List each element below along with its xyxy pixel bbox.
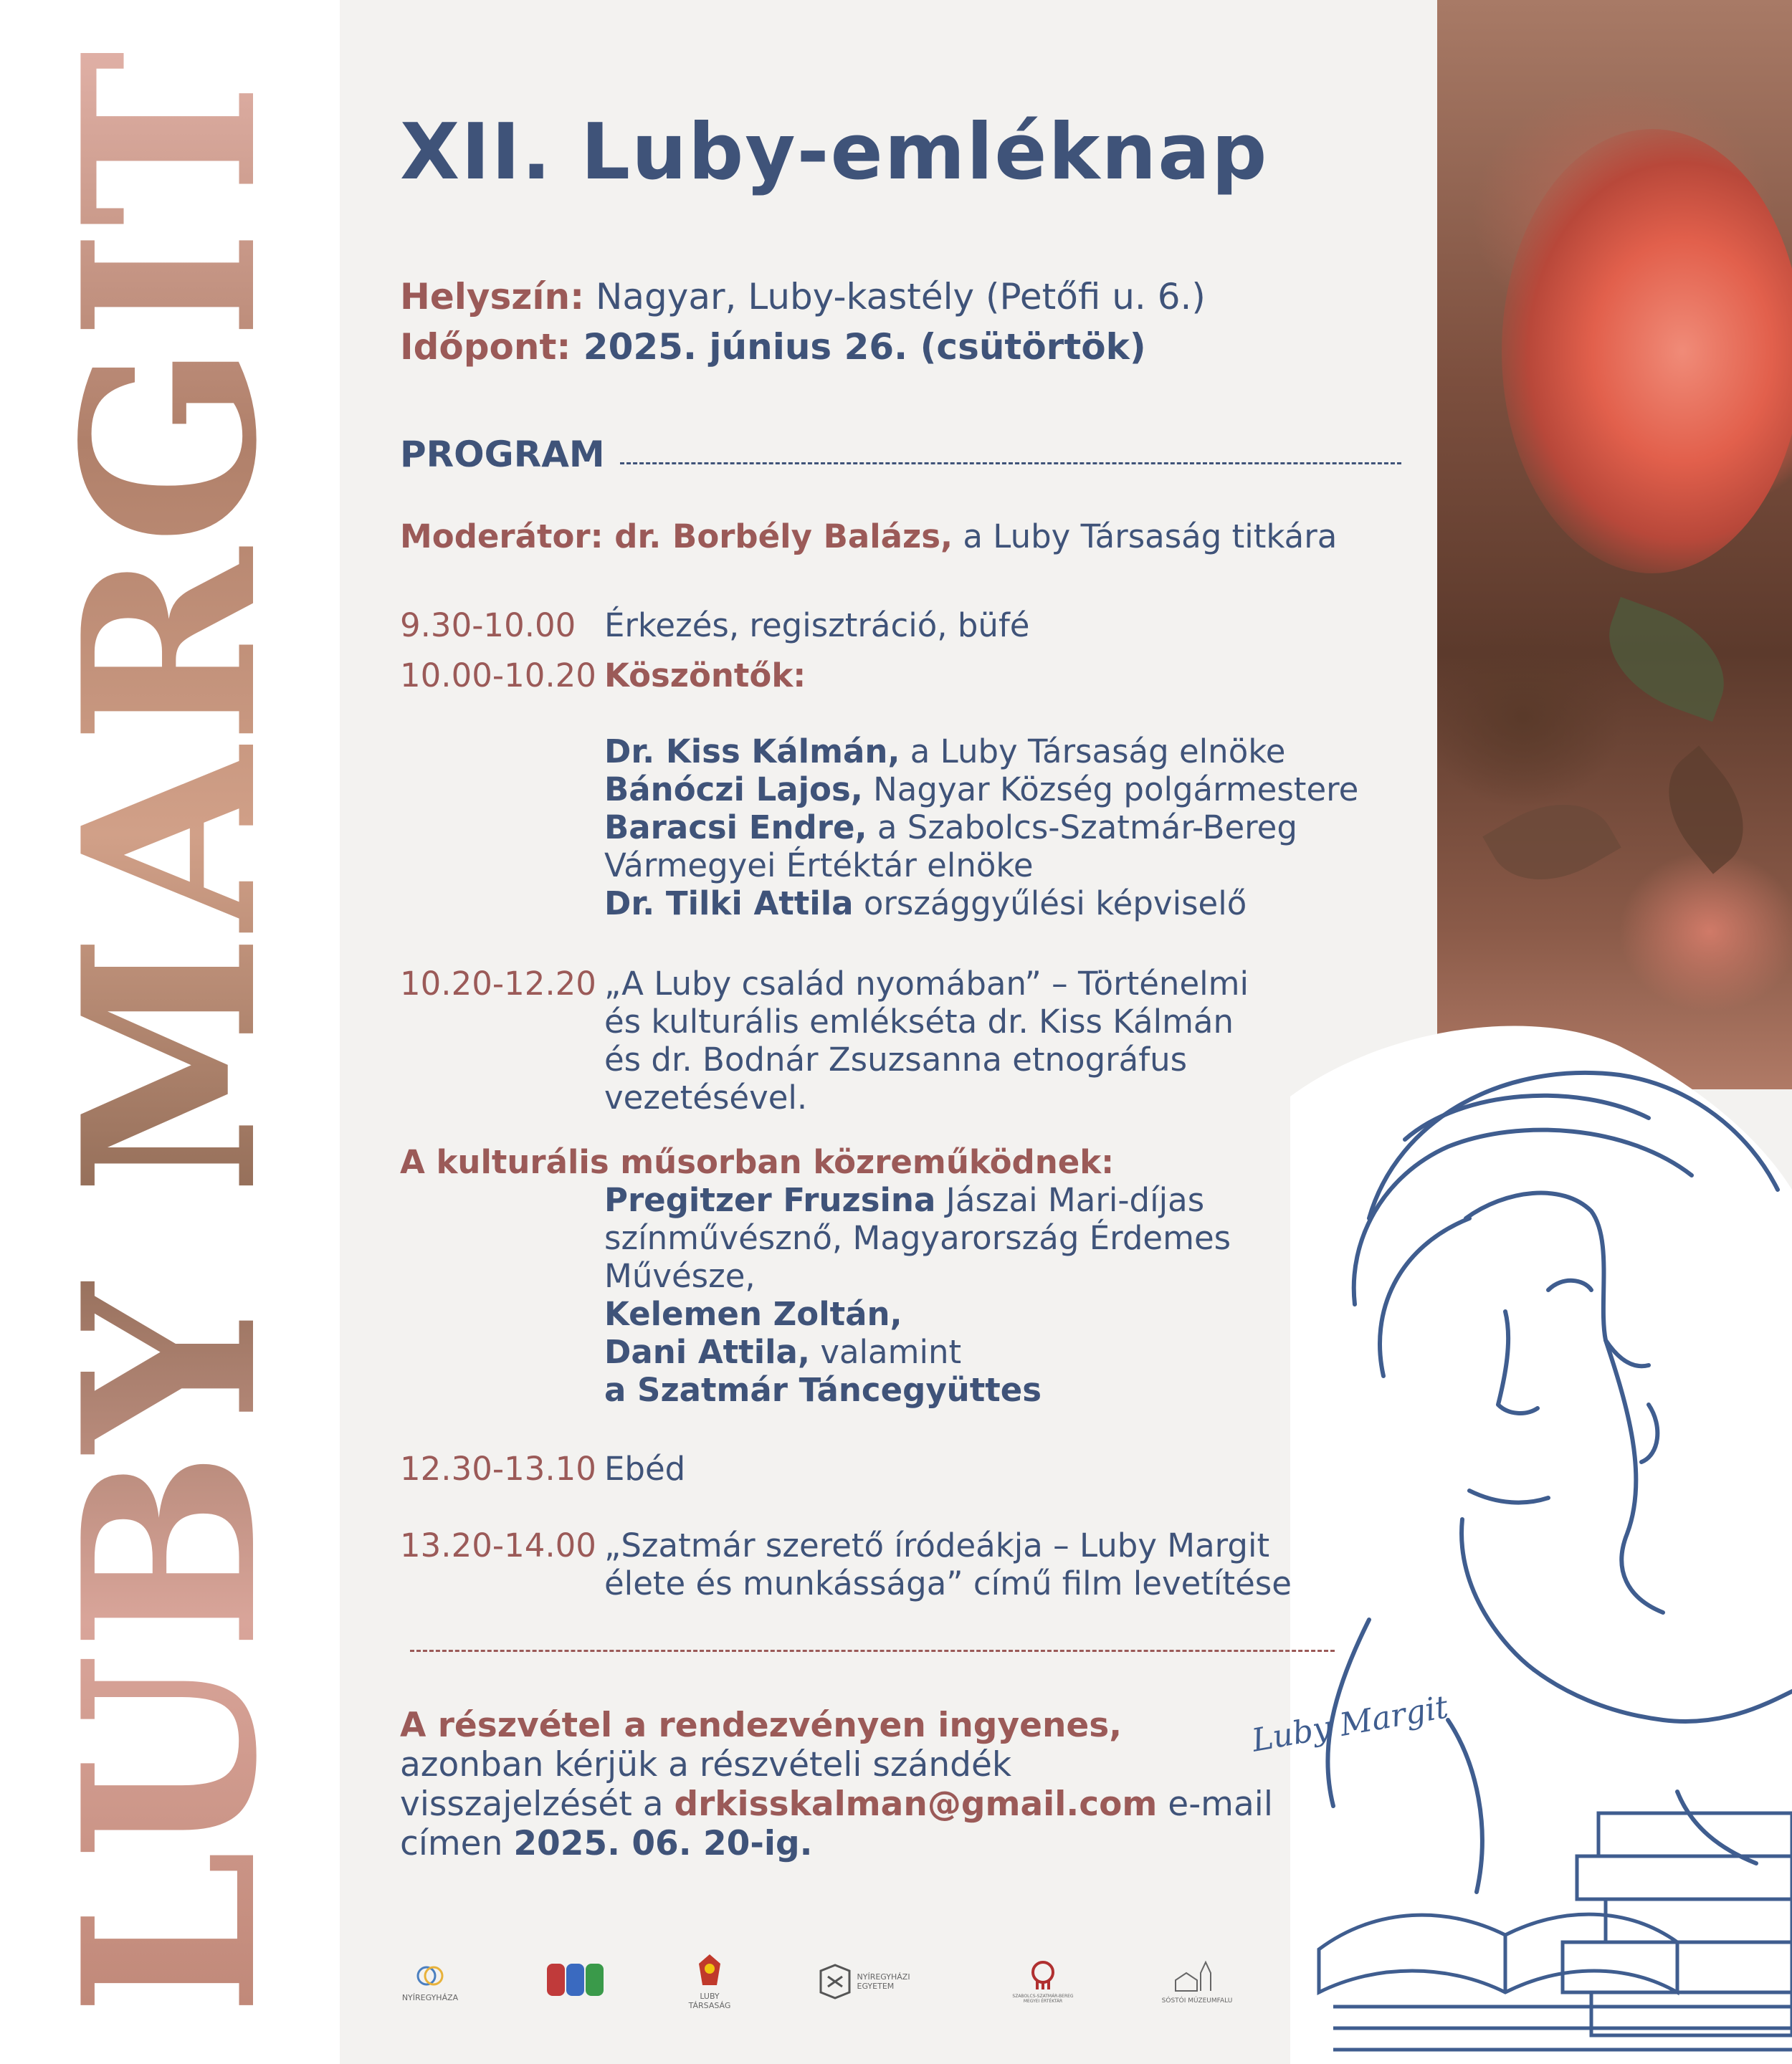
leaf [1591, 597, 1742, 722]
date-value: 2025. június 26. (csütörtök) [571, 326, 1146, 368]
schedule-text: Ebéd [604, 1450, 686, 1488]
moderator-line [400, 517, 1337, 555]
deadline: 2025. 06. 20-ig. [513, 1824, 813, 1863]
muzeumfalu-icon [1172, 1959, 1222, 1994]
email-link[interactable]: drkisskalman@gmail.com [674, 1784, 1158, 1824]
vertical-title: LUBY MARGIT [31, 47, 309, 2017]
nyiregyhaza-icon [416, 1962, 444, 1990]
schedule-time: 13.20-14.00 [400, 1526, 596, 1564]
moderator-label: Moderátor: dr. Borbély Balázs, [400, 517, 953, 555]
note-line: címen 2025. 06. 20-ig. [400, 1824, 813, 1863]
cultural-line: Pregitzer Fruzsina Jászai Mari-díjas [604, 1181, 1205, 1219]
left-strip [0, 0, 340, 2064]
sponsor-logos [398, 1949, 1258, 2021]
portrait-sketch [1290, 1003, 1792, 2064]
luby-icon [695, 1953, 724, 1989]
greeter-line: Baracsi Endre, a Szabolcs-Szatmár-Bereg [604, 808, 1297, 846]
greeters-list [604, 732, 1358, 922]
date-line [400, 326, 1146, 368]
coat-of-arms-logo [541, 1949, 609, 2014]
page-title: XII. Luby-emléknap [400, 108, 1269, 197]
cultural-list [604, 1181, 1231, 1409]
nyiregyhazi-egyetem-logo: NYÍREGYHÁZI EGYETEM [814, 1949, 932, 2014]
nyiregyhaza-logo: NYÍREGYHÁZA [398, 1949, 462, 2014]
cultural-line: Kelemen Zoltán, [604, 1295, 902, 1333]
cultural-line: színművésznő, Magyarország Érdemes [604, 1219, 1231, 1257]
rose-image [1437, 0, 1792, 1089]
free-entry-line: A részvétel a rendezvényen ingyenes, [400, 1706, 1123, 1745]
note-line: visszajelzését a drkisskalman@gmail.com e-mail [400, 1784, 1273, 1824]
cultural-heading: A kulturális műsorban közreműködnek: [400, 1143, 1115, 1181]
divider [410, 1650, 1335, 1652]
moderator-role: a Luby Társaság titkára [953, 517, 1338, 555]
luby-tarsasag-logo: LUBY TÁRSASÁG [685, 1949, 735, 2014]
date-label: Időpont: [400, 326, 571, 368]
note-line: azonban kérjük a részvételi szándék [400, 1745, 1012, 1784]
location-label: Helyszín: [400, 276, 585, 317]
greeter-line: Vármegyei Értéktár elnöke [604, 846, 1034, 884]
greeter-line: Bánóczi Lajos, Nagyar Község polgármestere [604, 770, 1359, 808]
schedule-text: Köszöntők: [604, 656, 806, 694]
schedule-text: Érkezés, regisztráció, büfé [604, 606, 1030, 644]
participation-note [400, 1706, 1273, 1863]
greeter-line: Dr. Kiss Kálmán, a Luby Társaság elnöke [604, 732, 1286, 770]
schedule-time: 12.30-13.10 [400, 1450, 596, 1488]
cultural-line: a Szatmár Táncegyüttes [604, 1371, 1042, 1409]
schedule-time: 10.20-12.20 [400, 965, 596, 1003]
coat-of-arms-icon [543, 1960, 608, 2003]
ertektar-icon [1027, 1959, 1059, 1991]
cultural-line: Művésze, [604, 1257, 756, 1295]
cultural-line: Dani Attila, valamint [604, 1333, 962, 1371]
schedule-text: „A Luby család nyomában” – Történelmi és kulturális emlékséta dr. Kiss Kálmán és dr. Bodnár Zsuzsanna etnográfus vezetésével. [604, 965, 1249, 1117]
greeter-line: Dr. Tilki Attila országgyűlési képviselő [604, 884, 1247, 922]
leaf [1644, 745, 1768, 874]
program-heading: PROGRAM [400, 434, 605, 475]
location-line [400, 276, 1206, 317]
sosto-muzeumfalu-logo: SÓSTÓI MÚZEUMFALU [1158, 1949, 1236, 2014]
divider [620, 462, 1401, 464]
signature: Luby Margit [1249, 1688, 1452, 1759]
schedule-time: 10.00-10.20 [400, 656, 596, 694]
rose-flower [1502, 129, 1792, 573]
schedule-time: 9.30-10.00 [400, 606, 576, 644]
egyetem-icon [817, 1964, 853, 2000]
schedule-text: „Szatmár szerető íródeákja – Luby Margit élete és munkássága” című film levetítése [604, 1526, 1292, 1602]
location-value: Nagyar, Luby-kastély (Petőfi u. 6.) [584, 276, 1206, 317]
leaf [1482, 779, 1621, 904]
ertektar-logo: SZABOLCS-SZATMÁR-BEREG MEGYEI ÉRTÉKTÁR [1007, 1949, 1079, 2014]
